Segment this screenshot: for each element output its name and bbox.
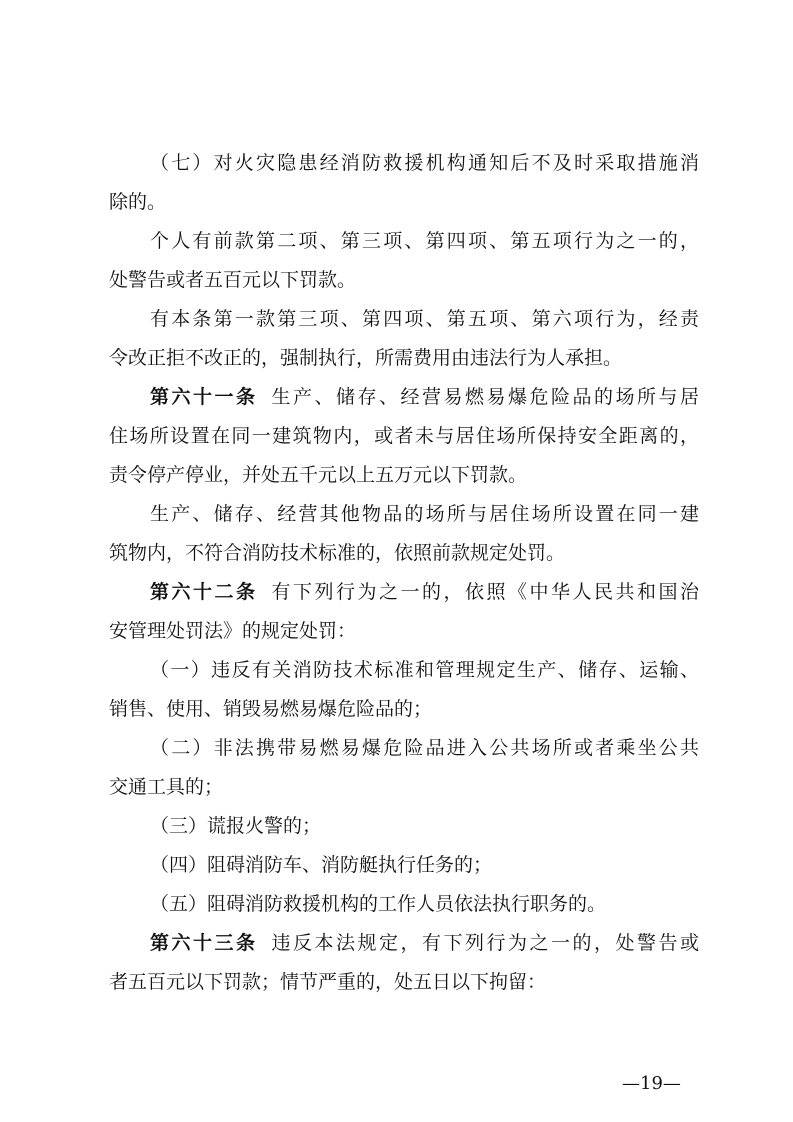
paragraph-line: 处警告或者五百元以下罚款。 xyxy=(109,269,357,291)
article-62-first-line xyxy=(150,580,699,604)
article-number: 第六十二条 xyxy=(150,581,258,603)
paragraph-line: （四）阻碍消防车、消防艇执行任务的； xyxy=(150,854,493,876)
paragraph-line: 除的。 xyxy=(109,191,167,213)
paragraph-line: （三）谎报火警的； xyxy=(150,815,322,837)
paragraph-line: 责令停产停业，并处五千元以上五万元以下罚款。 xyxy=(109,464,528,486)
paragraph-line: 有本条第一款第三项、第四项、第五项、第六项行为，经责 xyxy=(150,308,699,330)
paragraph-line: 者五百元以下罚款；情节严重的，处五日以下拘留： xyxy=(109,971,547,993)
paragraph-line: 个人有前款第二项、第三项、第四项、第五项行为之一的， xyxy=(150,230,699,252)
paragraph-line: 违反本法规定，有下列行为之一的，处警告或 xyxy=(271,932,699,954)
paragraph-line: 销售、使用、销毁易燃易爆危险品的； xyxy=(109,698,433,720)
paragraph-line: （七）对火灾隐患经消防救援机构通知后不及时采取措施消 xyxy=(150,152,699,174)
paragraph-line: （五）阻碍消防救援机构的工作人员依法执行职务的。 xyxy=(150,893,607,915)
paragraph-line: （一）违反有关消防技术标准和管理规定生产、储存、运输、 xyxy=(150,659,699,681)
paragraph-line: 筑物内，不符合消防技术标准的，依照前款规定处罚。 xyxy=(109,542,566,564)
article-number: 第六十三条 xyxy=(150,932,258,954)
article-61-first-line xyxy=(150,385,699,409)
paragraph-line: 安管理处罚法》的规定处罚： xyxy=(109,620,357,642)
page-number: —19— xyxy=(622,1073,681,1094)
paragraph-line: （二）非法携带易燃易爆危险品进入公共场所或者乘坐公共 xyxy=(150,737,699,759)
paragraph-line: 有下列行为之一的，依照《中华人民共和国治 xyxy=(271,581,699,603)
paragraph-line: 生产、储存、经营易燃易爆危险品的场所与居 xyxy=(271,386,699,408)
paragraph-line: 住场所设置在同一建筑物内，或者未与居住场所保持安全距离的， xyxy=(109,425,699,447)
article-63-first-line xyxy=(150,931,699,955)
paragraph-line: 交通工具的； xyxy=(109,776,224,798)
paragraph-line: 令改正拒不改正的，强制执行，所需费用由违法行为人承担。 xyxy=(109,347,623,369)
paragraph-line: 生产、储存、经营其他物品的场所与居住场所设置在同一建 xyxy=(150,503,699,525)
article-number: 第六十一条 xyxy=(150,386,258,408)
